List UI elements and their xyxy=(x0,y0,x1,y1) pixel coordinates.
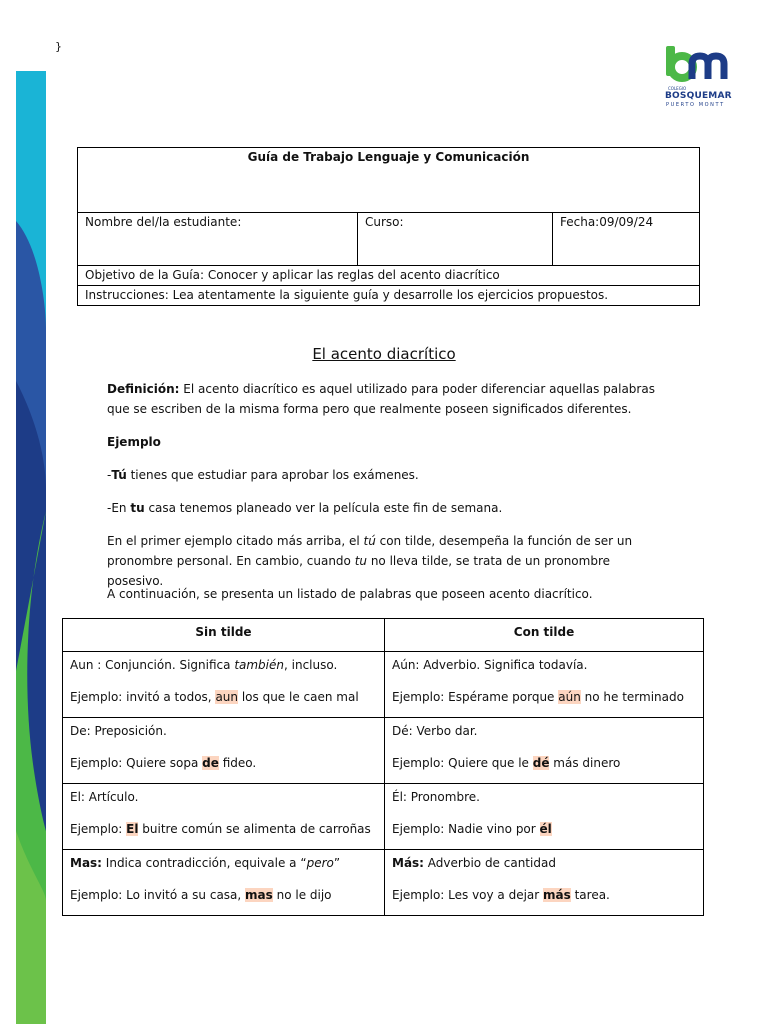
word-example xyxy=(392,688,696,706)
example-text: Ejemplo: Espérame porque xyxy=(392,690,559,704)
example-text: buitre común se alimenta de carroñas xyxy=(138,822,371,836)
word-definition xyxy=(70,854,377,872)
definition-italic: pero xyxy=(306,856,334,870)
diacritic-words-table xyxy=(62,618,704,916)
objective-cell xyxy=(78,266,700,286)
word-example xyxy=(392,886,696,904)
header-title-cell xyxy=(78,148,700,213)
definition-bold: Mas: xyxy=(70,856,102,870)
highlighted-word: más xyxy=(543,888,571,902)
definition-text: El acento diacrítico es aquel utilizado para poder diferenciar aquellas palabras que se escriben de la misma forma pero que realmente poseen significados diferentes. xyxy=(107,382,655,416)
table-cell xyxy=(63,784,385,850)
table-cell xyxy=(385,652,704,718)
definition-text: Adverbio de cantidad xyxy=(423,856,556,870)
example-text: no le dijo xyxy=(272,888,332,902)
list-intro: A continuación, se presenta un listado de palabras que poseen acento diacrítico. xyxy=(107,587,593,601)
definition-text: Indica contradicción, equivale a “ xyxy=(101,856,307,870)
column-header-text: Con tilde xyxy=(513,625,575,639)
table-row xyxy=(63,718,704,784)
decorative-sidebar xyxy=(16,71,46,1024)
example-text: Ejemplo: xyxy=(70,822,127,836)
example-text: fideo. xyxy=(218,756,257,770)
word-example xyxy=(70,820,377,838)
example-2 xyxy=(107,498,667,518)
word-example xyxy=(70,754,377,772)
example-2-word: tu xyxy=(130,501,145,515)
highlighted-word: de xyxy=(202,756,219,770)
instructions-cell xyxy=(78,286,700,306)
table-cell xyxy=(385,718,704,784)
logo-name: BOSQUEMAR xyxy=(665,91,732,101)
explanation-paragraph xyxy=(107,531,667,591)
table-cell xyxy=(385,784,704,850)
example-text: Ejemplo: Quiere que le xyxy=(392,756,533,770)
example-1 xyxy=(107,465,667,485)
bm-logo-icon xyxy=(662,46,732,86)
word-definition: Aún: Adverbio. Significa todavía. xyxy=(392,658,588,672)
example-text: Ejemplo: Les voy a dejar xyxy=(392,888,544,902)
example-text: no he terminado xyxy=(580,690,684,704)
word-example xyxy=(70,886,377,904)
explanation-part: no lleva tilde, se trata de un pronombre posesivo. xyxy=(107,554,611,588)
example-text: Ejemplo: Nadie vino por xyxy=(392,822,540,836)
example-2-rest: casa tenemos planeado ver la película este fin de semana. xyxy=(144,501,503,515)
example-1-word: Tú xyxy=(111,468,127,482)
definition-text: ” xyxy=(333,856,341,870)
highlighted-word: aún xyxy=(558,690,581,704)
example-text: Ejemplo: invitó a todos, xyxy=(70,690,216,704)
highlighted-word: mas xyxy=(245,888,273,902)
example-text: Ejemplo: Lo invitó a su casa, xyxy=(70,888,246,902)
document-title: El acento diacrítico xyxy=(312,345,456,363)
logo-small-text: COLEGIO xyxy=(668,86,687,91)
highlighted-word: aun xyxy=(215,690,239,704)
table-row xyxy=(63,784,704,850)
course-cell xyxy=(358,213,553,266)
table-cell xyxy=(63,850,385,916)
highlighted-word: él xyxy=(539,822,552,836)
highlighted-word: El xyxy=(126,822,139,836)
logo-subtitle: PUERTO MONTT xyxy=(666,102,725,108)
definition-italic: también xyxy=(234,658,284,672)
definition-text: , incluso. xyxy=(284,658,338,672)
definition-bold: Más: xyxy=(392,856,424,870)
example-2-prefix: -En xyxy=(107,501,131,515)
word-definition: Dé: Verbo dar. xyxy=(392,724,478,738)
definition-label: Definición: xyxy=(107,382,180,396)
school-logo xyxy=(662,46,732,110)
table-row xyxy=(63,850,704,916)
example-1-rest: tienes que estudiar para aprobar los exámenes. xyxy=(126,468,419,482)
explanation-italic-word: tu xyxy=(354,554,368,568)
table-cell xyxy=(63,718,385,784)
example-text: los que le caen mal xyxy=(238,690,359,704)
header-table xyxy=(77,147,700,306)
table-cell xyxy=(63,652,385,718)
example-1-prefix: - xyxy=(107,468,112,482)
word-example xyxy=(392,820,696,838)
word-example xyxy=(392,754,696,772)
column-header-sin-tilde xyxy=(63,619,385,652)
explanation-part: con tilde, desempeña la función de ser un pronombre personal. En cambio, cuando xyxy=(107,534,633,568)
word-example xyxy=(70,688,377,706)
definition-paragraph xyxy=(107,379,667,419)
course-label: Curso: xyxy=(365,215,404,229)
word-definition: Él: Pronombre. xyxy=(392,790,480,804)
student-name-label: Nombre del/la estudiante: xyxy=(85,215,242,229)
definition-text: Aun : Conjunción. Significa xyxy=(70,658,235,672)
example-text: Ejemplo: Quiere sopa xyxy=(70,756,203,770)
objective-text: Objetivo de la Guía: Conocer y aplicar las reglas del acento diacrítico xyxy=(85,268,500,282)
example-text: más dinero xyxy=(549,756,621,770)
example-text: tarea. xyxy=(570,888,610,902)
date-cell xyxy=(553,213,700,266)
word-definition: De: Preposición. xyxy=(70,724,167,738)
student-name-cell xyxy=(78,213,358,266)
explanation-part: En el primer ejemplo citado más arriba, el xyxy=(107,534,364,548)
word-definition xyxy=(392,854,696,872)
date-label: Fecha:09/09/24 xyxy=(560,215,654,229)
highlighted-word: dé xyxy=(532,756,550,770)
column-header-con-tilde xyxy=(385,619,704,652)
example-heading: Ejemplo xyxy=(107,435,161,449)
table-row xyxy=(63,652,704,718)
word-definition: El: Artículo. xyxy=(70,790,139,804)
explanation-italic-word: tú xyxy=(363,534,376,548)
word-definition xyxy=(70,656,377,674)
table-cell xyxy=(385,850,704,916)
column-header-text: Sin tilde xyxy=(195,625,252,639)
instructions-text: Instrucciones: Lea atentamente la siguiente guía y desarrolle los ejercicios propuestos. xyxy=(85,288,609,302)
stray-mark: } xyxy=(55,40,62,53)
worksheet-title: Guía de Trabajo Lenguaje y Comunicación xyxy=(247,150,530,164)
